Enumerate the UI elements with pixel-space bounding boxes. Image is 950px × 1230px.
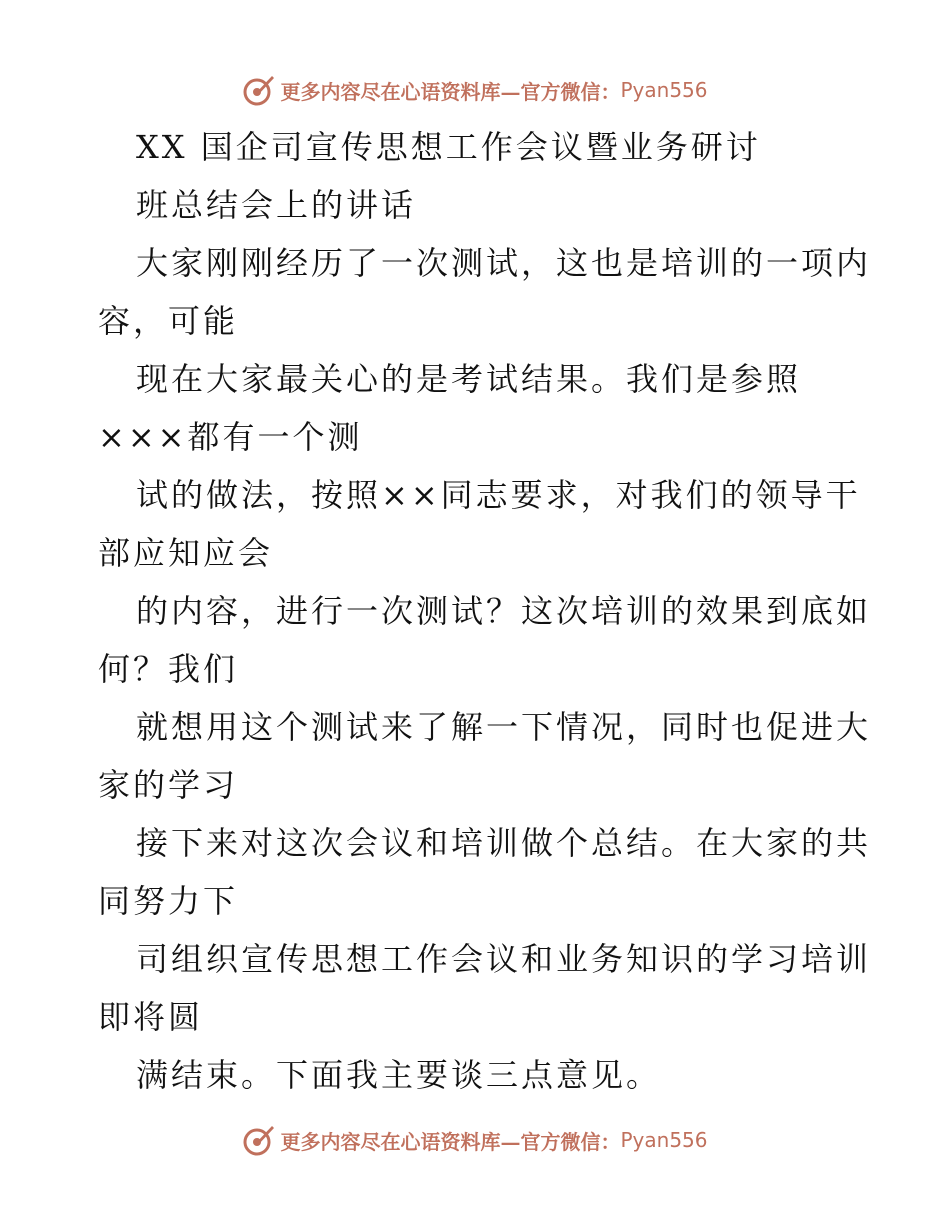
header-watermark-banner bbox=[0, 70, 950, 110]
paragraph-line: 满结束。下面我主要谈三点意见。 bbox=[136, 1056, 662, 1094]
footer-banner-account: Pyan556 bbox=[620, 1128, 708, 1152]
paragraph-line: 司组织宣传思想工作会议和业务知识的学习培训 bbox=[136, 940, 872, 978]
paragraph-line: 大家刚刚经历了一次测试，这也是培训的一项内 bbox=[136, 244, 872, 282]
paragraph-line-wrap: ×××都有一个测 bbox=[98, 418, 363, 456]
paragraph-line-wrap: 即将圆 bbox=[98, 998, 204, 1036]
paragraph-line: 的内容，进行一次测试？这次培训的效果到底如 bbox=[136, 592, 872, 630]
header-banner-account: Pyan556 bbox=[620, 78, 708, 102]
paragraph-line-wrap: 同努力下 bbox=[98, 882, 239, 920]
paragraph-line: 接下来对这次会议和培训做个总结。在大家的共 bbox=[136, 824, 872, 862]
quill-logo-icon bbox=[242, 1123, 276, 1157]
document-body bbox=[98, 118, 872, 1104]
footer-watermark-banner bbox=[0, 1120, 950, 1160]
paragraph-line-wrap: 容，可能 bbox=[98, 302, 239, 340]
paragraph-line-wrap: 部应知应会 bbox=[98, 534, 274, 572]
paragraph-line-wrap: 家的学习 bbox=[98, 766, 239, 804]
footer-banner-text: 更多内容尽在心语资料库—官方微信： bbox=[280, 1129, 621, 1154]
paragraph-line-wrap: 何？我们 bbox=[98, 650, 239, 688]
title-line-2: 班总结会上的讲话 bbox=[136, 186, 417, 224]
paragraph-line: 现在大家最关心的是考试结果。我们是参照 bbox=[136, 360, 802, 398]
quill-logo-icon bbox=[242, 73, 276, 107]
header-banner-text: 更多内容尽在心语资料库—官方微信： bbox=[280, 79, 621, 104]
title-line-1: XX 国企司宣传思想工作会议暨业务研讨 bbox=[136, 128, 761, 166]
paragraph-line: 试的做法，按照××同志要求，对我们的领导干 bbox=[136, 476, 861, 514]
paragraph-line: 就想用这个测试来了解一下情况，同时也促进大 bbox=[136, 708, 872, 746]
